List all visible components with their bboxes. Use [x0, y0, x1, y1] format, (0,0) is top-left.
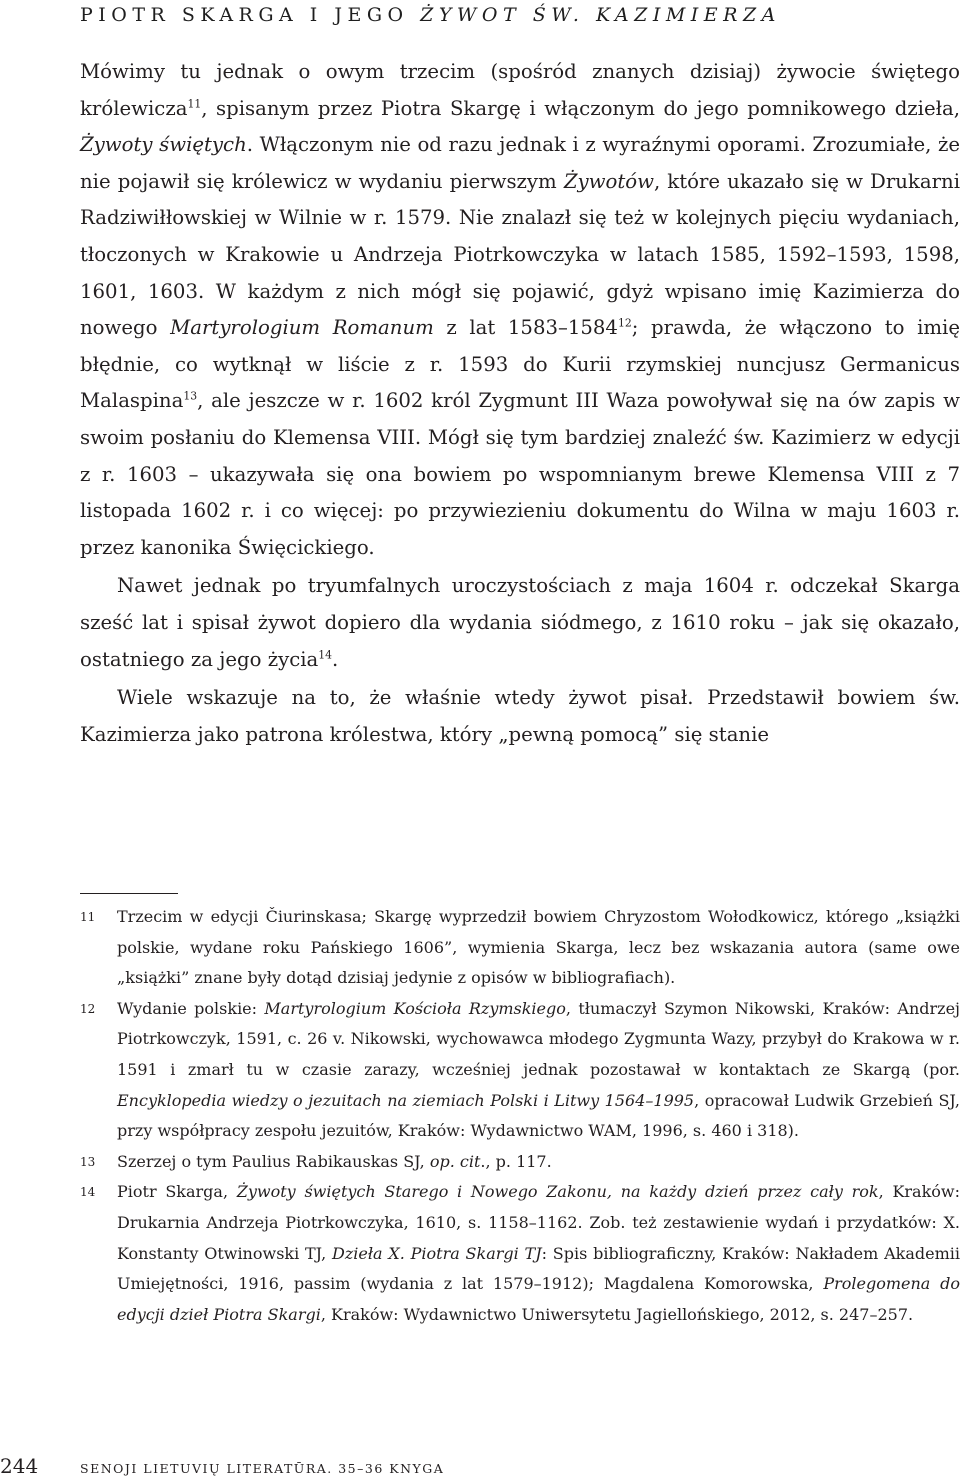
running-head	[80, 4, 781, 26]
paragraph-1	[80, 54, 960, 566]
italic-title: Dzieła X. Piotra Skargi TJ	[332, 1243, 542, 1263]
footnote-number: 14	[80, 1185, 96, 1200]
footnote-ref-13[interactable]: 13	[183, 389, 198, 403]
footnote-11	[80, 902, 960, 994]
paragraph-3	[80, 680, 960, 753]
footnote-ref-11[interactable]: 11	[187, 97, 202, 111]
italic-title: Żywoty świętych Starego i Nowego Zakonu, na każdy dzień przez cały rok	[236, 1182, 879, 1202]
text-run: z lat 1583–1584	[433, 316, 618, 340]
text-run: ; prawda, że włączono to imię błędnie, co wytknął w liście z r. 1593 do Kurii rzymskiej nuncjusz Germanicus Malaspina	[80, 316, 960, 413]
footnote-ref-14[interactable]: 14	[318, 647, 333, 661]
footnote-13	[80, 1147, 960, 1178]
text-run: , spisanym przez Piotra Skargę i włączonym do jego pomnikowego dzieła,	[201, 96, 960, 120]
footnotes	[80, 902, 960, 1330]
footnote-text: : Spis bibliograficzny, Kraków: Nakładem Akademii Umiejętności, 1916, passim (wydania z lat 1579–1912); Magdalena Komorowska,	[117, 1243, 960, 1294]
text-run: Nawet jednak po tryumfalnych uroczystościach z maja 1604 r. odczekał Skarga sześć lat i spisał żywot dopiero dla wydania siódmego, z 1610 roku – jak się okazało, ostatniego za jego życia	[80, 574, 960, 671]
footnote-text: , Kraków: Wydawnictwo Uniwersytetu Jagiellońskiego, 2012, s. 247–257.	[320, 1304, 914, 1324]
footnote-text: , Kraków: Drukarnia Andrzeja Piotrkowczyka, 1610, s. 1158–1162. Zob. też zestawienie wydań i przydatków: X. Konstanty Otwinowski TJ,	[117, 1182, 960, 1263]
body-text	[80, 54, 960, 753]
italic-title: Prolegomena do edycji dzieł Piotra Skargi	[117, 1274, 960, 1324]
italic-title: Żywotów	[563, 169, 654, 193]
footnote-number: 11	[80, 910, 96, 924]
footnote-rule	[80, 893, 178, 894]
footnote-text: Trzecim w edycji Čiurinskasa; Skargę wyprzedził bowiem Chryzostom Wołodkowicz, którego „książki polskie, wydane roku Pańskiego 1606”, wymienia Skarga, lecz bez wskazania autora (same owe „książki” znane były dotąd dzisiaj jedynie z opisów w bibliografiach).	[117, 907, 960, 988]
footnote-12	[80, 994, 960, 1147]
text-run: , które ukazało się w Drukarni Radziwiłłowskiej w Wilnie w r. 1579. Nie znalazł się też w kolejnych pięciu wydaniach, tłoczonych w Krakowie u Andrzeja Piotrkowczyka w latach 1585, 1592–1593, 1598, 1601, 1603. W każdym z nich mógł się pojawić, gdyż wpisano imię Kazimierza do nowego	[80, 169, 960, 340]
italic-title: op. cit	[429, 1151, 481, 1171]
footnote-number: 12	[80, 1001, 96, 1016]
footnote-text: ., p. 117.	[480, 1151, 552, 1171]
footnote-text: , tłumaczył Szymon Nikowski, Kraków: Andrzej Piotrkowczyk, 1591, c. 26 v. Nikowski, wychowawca młodego Zygmunta Wazy, przybył do Krakowa w r. 1591 i zmarł tu w czasie zarazy, wcześniej jednak pozostawał w kontaktach ze Skargą (por.	[117, 998, 960, 1079]
text-run: .	[332, 647, 339, 671]
italic-title: Encyklopedia wiedzy o jezuitach na ziemiach Polski i Litwy 1564–1995	[117, 1090, 695, 1110]
footnote-text: Wydanie polskie:	[117, 998, 265, 1018]
text-run: Wiele wskazuje na to, że właśnie wtedy żywot pisał. Przedstawił bowiem św. Kazimierza jako patrona królestwa, który „pewną pomocą” się stanie	[80, 686, 960, 746]
text-run: . Włączonym nie od razu jednak i z wyraźnymi oporami. Zrozumiałe, że nie pojawił się królewicz w wydaniu pierwszym	[80, 133, 960, 193]
running-head-author: PIOTR SKARGA I JEGO	[80, 4, 409, 26]
text-run: Mówimy tu jednak o owym trzecim (spośród znanych dzisiaj) żywocie świętego królewicza	[80, 60, 960, 120]
footnote-text: Szerzej o tym Paulius Rabikauskas SJ,	[117, 1151, 430, 1171]
italic-title: Martyrologium Romanum	[170, 316, 434, 340]
footnote-number: 13	[80, 1154, 96, 1169]
text-run: , ale jeszcze w r. 1602 król Zygmunt III Waza powoływał się na ów zapis w swoim posłaniu do Klemensa VIII. Mógł się tym bardziej znaleźć św. Kazimierz w edycji z r. 1603 – ukazywała się ona bowiem po wspomnianym brewe Klemensa VIII z 7 listopada 1602 r. i co więcej: po przywiezieniu dokumentu do Wilna w maju 1603 r. przez kanonika Święcickiego.	[80, 389, 960, 559]
footnote-ref-12[interactable]: 12	[617, 316, 632, 330]
paragraph-2	[80, 568, 960, 678]
italic-title: Żywoty świętych	[80, 133, 247, 157]
footnote-text: , opracował Ludwik Grzebień SJ, przy współpracy zespołu jezuitów, Kraków: Wydawnictwo WAM, 1996, s. 460 i 318).	[117, 1090, 960, 1141]
footnote-14	[80, 1177, 960, 1330]
italic-title: Martyrologium Kościoła Rzymskiego	[264, 998, 566, 1018]
page-number: 244	[0, 1454, 39, 1478]
journal-title: SENOJI LIETUVIŲ LITERATŪRA. 35–36 KNYGA	[80, 1461, 445, 1476]
footnote-text: Piotr Skarga,	[117, 1182, 237, 1202]
running-head-title: ŻYWOT ŚW. KAZIMIERZA	[420, 4, 781, 26]
